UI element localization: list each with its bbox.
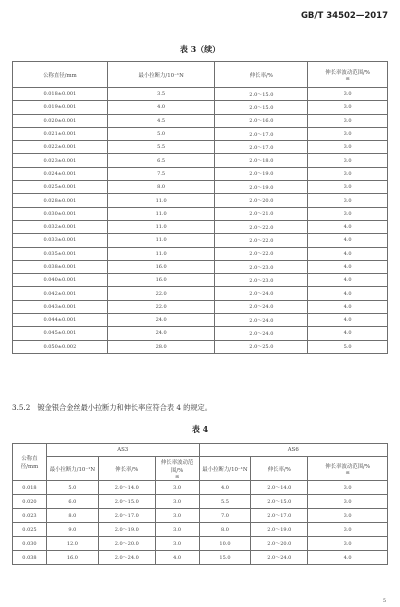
table-cell: 0.030±0.001 [13,207,108,220]
table-cell: 9.0 [46,523,98,537]
table-cell: 24.0 [107,327,215,340]
table-cell: 0.020±0.001 [13,114,108,127]
table-cell: 3.0 [308,523,388,537]
table-cell: 2.0～24.0 [251,551,308,565]
table-row [13,114,388,127]
table-cell: 6.0 [46,495,98,509]
table3-body [13,88,388,354]
table-cell: 3.0 [308,509,388,523]
table-cell: 2.0～15.0 [98,495,155,509]
table-cell: 0.022±0.001 [13,141,108,154]
table-cell: 0.035±0.001 [13,247,108,260]
table-cell: 0.023 [13,509,47,523]
table-row [13,247,388,260]
table-cell: 3.0 [155,509,199,523]
table-cell: 2.0～21.0 [215,207,308,220]
table-row [13,181,388,194]
table-cell: 3.0 [308,141,388,154]
table-cell: 3.0 [155,495,199,509]
table-cell: 22.0 [107,300,215,313]
table-cell: 2.0～20.0 [215,194,308,207]
table-cell: 0.018 [13,481,47,495]
t3-header-force: 最小拉断力/10⁻¹N [107,62,215,88]
table-cell: 3.0 [308,101,388,114]
table-row [13,274,388,287]
table-cell: 11.0 [107,220,215,233]
table-cell: 2.0～23.0 [215,260,308,273]
table-cell: 2.0～16.0 [215,114,308,127]
t4-as3-force: 最小拉断力/10⁻¹N [46,457,98,481]
table-row [13,207,388,220]
table-cell: 0.021±0.001 [13,127,108,140]
table-cell: 5.5 [199,495,251,509]
table-cell: 11.0 [107,234,215,247]
table3-caption: 表 3（续） [179,44,221,54]
table-cell: 11.0 [107,207,215,220]
t4-group-as6: AS6 [199,444,387,457]
table-cell: 2.0～14.0 [251,481,308,495]
table-row [13,509,388,523]
table-cell: 0.038 [13,551,47,565]
table-cell: 8.0 [107,181,215,194]
table-cell: 0.019±0.001 [13,101,108,114]
table-cell: 4.0 [308,274,388,287]
table-cell: 3.0 [308,127,388,140]
table-cell: 0.025 [13,523,47,537]
table-cell: 3.0 [308,481,388,495]
table-cell: 6.5 [107,154,215,167]
table-row [13,127,388,140]
table-cell: 2.0～24.0 [215,314,308,327]
table-cell: 22.0 [107,287,215,300]
table-cell: 0.045±0.001 [13,327,108,340]
table-cell: 2.0～17.0 [215,127,308,140]
table-row [13,551,388,565]
table-cell: 3.0 [155,537,199,551]
table-cell: 3.0 [308,167,388,180]
table4-caption: 表 4 [191,424,209,434]
table-cell: 3.0 [308,537,388,551]
table-cell: 3.0 [308,495,388,509]
table-row [13,287,388,300]
table-row [13,300,388,313]
table-cell: 0.050±0.002 [13,340,108,353]
table-cell: 4.0 [107,101,215,114]
table-row [13,141,388,154]
table-row [13,260,388,273]
table-cell: 2.0～14.0 [98,481,155,495]
table-cell: 2.0～24.0 [215,327,308,340]
table4 [12,443,388,565]
table-cell: 0.038±0.001 [13,260,108,273]
table-cell: 24.0 [107,314,215,327]
table-row [13,537,388,551]
t4-as3-elongation: 伸长率/% [98,457,155,481]
table-cell: 2.0～17.0 [98,509,155,523]
table-cell: 4.0 [308,220,388,233]
table-cell: 12.0 [46,537,98,551]
table-cell: 4.0 [308,300,388,313]
table-cell: 0.042±0.001 [13,287,108,300]
table-cell: 15.0 [199,551,251,565]
table-row [13,88,388,101]
table-cell: 8.0 [199,523,251,537]
table-cell: 2.0～23.0 [215,274,308,287]
table-cell: 2.0～24.0 [215,287,308,300]
table-cell: 16.0 [46,551,98,565]
table-cell: 2.0～22.0 [215,247,308,260]
table-cell: 10.0 [199,537,251,551]
table4-body [13,481,388,565]
table-cell: 0.043±0.001 [13,300,108,313]
table-cell: 5.0 [46,481,98,495]
table-row [13,314,388,327]
table-cell: 2.0～17.0 [251,509,308,523]
table-cell: 2.0～15.0 [215,101,308,114]
table-row [13,481,388,495]
table-cell: 4.0 [308,234,388,247]
table-cell: 2.0～19.0 [215,167,308,180]
table-cell: 28.0 [107,340,215,353]
table-cell: 0.018±0.001 [13,88,108,101]
t4-as6-elongation: 伸长率/% [251,457,308,481]
standard-number: GB/T 34502—2017 [300,11,388,21]
table-row [13,101,388,114]
t4-group-as3: AS3 [46,444,199,457]
table-cell: 2.0～22.0 [215,234,308,247]
table-cell: 2.0～19.0 [215,181,308,194]
table-row [13,220,388,233]
table-row [13,340,388,353]
table-cell: 0.024±0.001 [13,167,108,180]
table-cell: 2.0～25.0 [215,340,308,353]
table-cell: 4.0 [308,314,388,327]
table-cell: 2.0～18.0 [215,154,308,167]
table3 [12,61,388,354]
t4-as3-range: 伸长率波动范围/% ≤ [155,457,199,481]
table-cell: 4.0 [308,551,388,565]
table-cell: 2.0～15.0 [251,495,308,509]
table-cell: 7.5 [107,167,215,180]
table-cell: 16.0 [107,260,215,273]
table-cell: 2.0～19.0 [98,523,155,537]
t4-as6-range: 伸长率波动范围/% ≤ [308,457,388,481]
table-row [13,495,388,509]
t4-header-diameter: 公称直径/mm [13,444,47,481]
table-cell: 0.030 [13,537,47,551]
table-cell: 2.0～15.0 [215,88,308,101]
table-cell: 5.5 [107,141,215,154]
table-cell: 4.0 [308,287,388,300]
table-cell: 3.0 [308,154,388,167]
t3-header-diameter: 公称直径/mm [13,62,108,88]
table-row [13,523,388,537]
table-cell: 0.028±0.001 [13,194,108,207]
table-row [13,194,388,207]
t4-as6-force: 最小拉断力/10⁻¹N [199,457,251,481]
table-cell: 2.0～19.0 [251,523,308,537]
table-cell: 2.0～17.0 [215,141,308,154]
table-row [13,327,388,340]
t3-header-range: 伸长率波动范围/% ≤ [308,62,388,88]
table-row [13,234,388,247]
table-cell: 2.0～22.0 [215,220,308,233]
table-cell: 3.0 [308,114,388,127]
table-row [13,154,388,167]
table-cell: 2.0～24.0 [215,300,308,313]
table-cell: 0.023±0.001 [13,154,108,167]
table-cell: 11.0 [107,247,215,260]
section-3-5-2: 3.5.2 镀金银合金丝最小拉断力和伸长率应符合表 4 的规定。 [12,403,212,412]
table-cell: 0.032±0.001 [13,220,108,233]
table-cell: 0.020 [13,495,47,509]
table-cell: 4.0 [199,481,251,495]
table-cell: 4.0 [308,260,388,273]
table-cell: 3.0 [308,88,388,101]
table-cell: 5.0 [308,340,388,353]
table-cell: 5.0 [107,127,215,140]
table-cell: 8.0 [46,509,98,523]
table-cell: 2.0～20.0 [251,537,308,551]
table-cell: 2.0～24.0 [98,551,155,565]
table-cell: 0.044±0.001 [13,314,108,327]
table-cell: 7.0 [199,509,251,523]
page-number: 5 [382,598,386,604]
table-cell: 4.0 [308,327,388,340]
table-cell: 16.0 [107,274,215,287]
table-cell: 0.040±0.001 [13,274,108,287]
table-cell: 4.5 [107,114,215,127]
table-cell: 2.0～20.0 [98,537,155,551]
table-cell: 0.025±0.001 [13,181,108,194]
table-cell: 0.033±0.001 [13,234,108,247]
table-cell: 3.0 [308,207,388,220]
table-cell: 3.0 [155,481,199,495]
t3-header-elongation: 伸长率/% [215,62,308,88]
table-cell: 3.5 [107,88,215,101]
table-cell: 11.0 [107,194,215,207]
table-cell: 3.0 [308,181,388,194]
table-cell: 3.0 [155,523,199,537]
table-row [13,167,388,180]
table-cell: 4.0 [155,551,199,565]
table-cell: 3.0 [308,194,388,207]
table-cell: 4.0 [308,247,388,260]
